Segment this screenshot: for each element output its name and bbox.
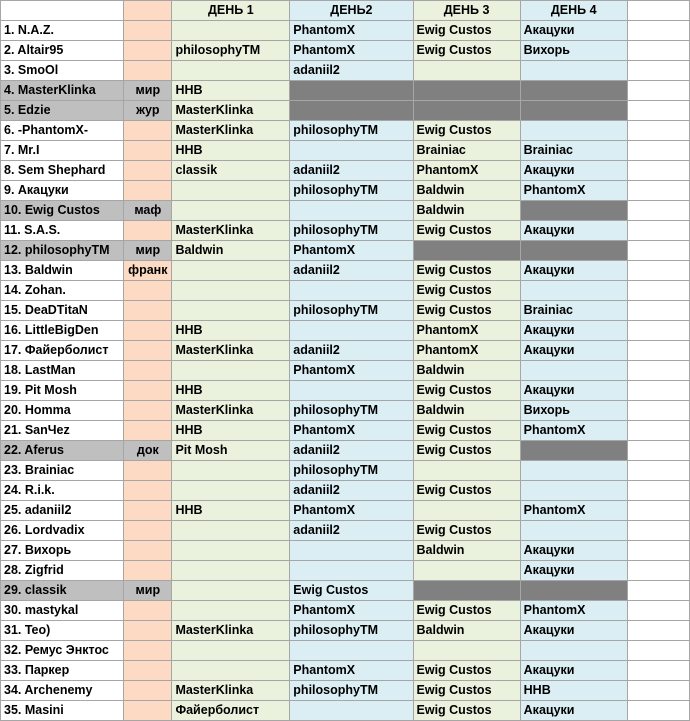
cell-player-name[interactable]: 4. MasterKlinka bbox=[1, 81, 124, 101]
cell-player-name[interactable]: 10. Ewig Custos bbox=[1, 201, 124, 221]
cell-day2-vote[interactable]: adaniil2 bbox=[290, 481, 413, 501]
header-name[interactable] bbox=[1, 1, 124, 21]
header-day2[interactable]: ДЕНЬ2 bbox=[290, 1, 413, 21]
cell-day2-vote[interactable] bbox=[290, 141, 413, 161]
cell-day2-vote[interactable] bbox=[290, 561, 413, 581]
cell-day4-vote[interactable]: Акацуки bbox=[520, 161, 627, 181]
cell-extra[interactable] bbox=[627, 81, 689, 101]
cell-role[interactable] bbox=[124, 541, 172, 561]
cell-role[interactable] bbox=[124, 221, 172, 241]
cell-player-name[interactable]: 31. Teo) bbox=[1, 621, 124, 641]
cell-role[interactable]: франк bbox=[124, 261, 172, 281]
table-row bbox=[1, 381, 690, 401]
cell-day1-vote[interactable]: MasterKlinka bbox=[172, 101, 290, 121]
cell-role[interactable] bbox=[124, 161, 172, 181]
table-row bbox=[1, 141, 690, 161]
header-row bbox=[1, 1, 690, 21]
cell-day4-vote[interactable] bbox=[520, 281, 627, 301]
cell-day1-vote[interactable]: classik bbox=[172, 161, 290, 181]
table-row bbox=[1, 661, 690, 681]
cell-day3-vote[interactable]: Baldwin bbox=[413, 401, 520, 421]
cell-day1-vote[interactable]: MasterKlinka bbox=[172, 221, 290, 241]
cell-day4-vote[interactable] bbox=[520, 441, 627, 461]
cell-extra[interactable] bbox=[627, 221, 689, 241]
cell-day3-vote[interactable] bbox=[413, 461, 520, 481]
table-row bbox=[1, 301, 690, 321]
table-row bbox=[1, 601, 690, 621]
cell-player-name[interactable]: 3. SmoOl bbox=[1, 61, 124, 81]
cell-day1-vote[interactable]: MasterKlinka bbox=[172, 621, 290, 641]
cell-day1-vote[interactable]: MasterKlinka bbox=[172, 341, 290, 361]
cell-extra[interactable] bbox=[627, 521, 689, 541]
table-row bbox=[1, 281, 690, 301]
cell-role[interactable]: док bbox=[124, 441, 172, 461]
cell-day2-vote[interactable] bbox=[290, 641, 413, 661]
cell-player-name[interactable]: 18. LastMan bbox=[1, 361, 124, 381]
cell-day1-vote[interactable]: HHB bbox=[172, 81, 290, 101]
cell-extra[interactable] bbox=[627, 101, 689, 121]
cell-day1-vote[interactable]: Файерболист bbox=[172, 701, 290, 721]
cell-extra[interactable] bbox=[627, 601, 689, 621]
cell-role[interactable]: мир bbox=[124, 81, 172, 101]
cell-extra[interactable] bbox=[627, 301, 689, 321]
cell-day1-vote[interactable] bbox=[172, 561, 290, 581]
cell-day3-vote[interactable]: Ewig Custos bbox=[413, 441, 520, 461]
cell-player-name[interactable]: 33. Паркер bbox=[1, 661, 124, 681]
table-row bbox=[1, 21, 690, 41]
cell-day2-vote[interactable]: philosophyTM bbox=[290, 461, 413, 481]
header-role[interactable] bbox=[124, 1, 172, 21]
cell-extra[interactable] bbox=[627, 581, 689, 601]
cell-day2-vote[interactable]: adaniil2 bbox=[290, 61, 413, 81]
cell-player-name[interactable]: 20. Homma bbox=[1, 401, 124, 421]
cell-day4-vote[interactable]: PhantomX bbox=[520, 601, 627, 621]
cell-day1-vote[interactable]: HHB bbox=[172, 141, 290, 161]
cell-player-name[interactable]: 22. Aferus bbox=[1, 441, 124, 461]
cell-role[interactable] bbox=[124, 181, 172, 201]
cell-day4-vote[interactable] bbox=[520, 641, 627, 661]
table-row bbox=[1, 201, 690, 221]
cell-day2-vote[interactable]: adaniil2 bbox=[290, 441, 413, 461]
cell-player-name[interactable]: 25. adaniil2 bbox=[1, 501, 124, 521]
cell-day4-vote[interactable] bbox=[520, 521, 627, 541]
cell-day4-vote[interactable] bbox=[520, 461, 627, 481]
cell-day2-vote[interactable]: philosophyTM bbox=[290, 681, 413, 701]
cell-day2-vote[interactable]: PhantomX bbox=[290, 361, 413, 381]
table-row bbox=[1, 81, 690, 101]
cell-day1-vote[interactable]: MasterKlinka bbox=[172, 681, 290, 701]
cell-day2-vote[interactable]: PhantomX bbox=[290, 421, 413, 441]
cell-day1-vote[interactable] bbox=[172, 601, 290, 621]
cell-extra[interactable] bbox=[627, 641, 689, 661]
cell-day2-vote[interactable]: PhantomX bbox=[290, 41, 413, 61]
cell-player-name[interactable]: 28. Zigfrid bbox=[1, 561, 124, 581]
cell-day4-vote[interactable]: Акацуки bbox=[520, 21, 627, 41]
cell-day2-vote[interactable]: philosophyTM bbox=[290, 181, 413, 201]
cell-extra[interactable] bbox=[627, 621, 689, 641]
cell-day3-vote[interactable]: Ewig Custos bbox=[413, 221, 520, 241]
cell-extra[interactable] bbox=[627, 541, 689, 561]
cell-player-name[interactable]: 15. DeaDTitaN bbox=[1, 301, 124, 321]
cell-day2-vote[interactable]: philosophyTM bbox=[290, 621, 413, 641]
cell-day1-vote[interactable] bbox=[172, 181, 290, 201]
cell-extra[interactable] bbox=[627, 181, 689, 201]
cell-day3-vote[interactable] bbox=[413, 581, 520, 601]
cell-player-name[interactable]: 7. Mr.I bbox=[1, 141, 124, 161]
cell-day1-vote[interactable] bbox=[172, 661, 290, 681]
cell-extra[interactable] bbox=[627, 421, 689, 441]
cell-role[interactable] bbox=[124, 341, 172, 361]
cell-day4-vote[interactable] bbox=[520, 241, 627, 261]
table-row bbox=[1, 361, 690, 381]
cell-extra[interactable] bbox=[627, 321, 689, 341]
cell-player-name[interactable]: 17. Файерболист bbox=[1, 341, 124, 361]
cell-role[interactable] bbox=[124, 521, 172, 541]
cell-day4-vote[interactable]: Вихорь bbox=[520, 41, 627, 61]
cell-player-name[interactable]: 2. Altair95 bbox=[1, 41, 124, 61]
cell-day1-vote[interactable] bbox=[172, 281, 290, 301]
cell-extra[interactable] bbox=[627, 341, 689, 361]
cell-day4-vote[interactable] bbox=[520, 201, 627, 221]
cell-day4-vote[interactable]: PhantomX bbox=[520, 421, 627, 441]
cell-day2-vote[interactable]: PhantomX bbox=[290, 661, 413, 681]
cell-player-name[interactable]: 27. Вихорь bbox=[1, 541, 124, 561]
cell-player-name[interactable]: 9. Акацуки bbox=[1, 181, 124, 201]
cell-day3-vote[interactable] bbox=[413, 81, 520, 101]
cell-day4-vote[interactable]: Brainiac bbox=[520, 301, 627, 321]
cell-day2-vote[interactable] bbox=[290, 281, 413, 301]
table-row bbox=[1, 401, 690, 421]
cell-day4-vote[interactable]: PhantomX bbox=[520, 181, 627, 201]
cell-day3-vote[interactable]: Ewig Custos bbox=[413, 661, 520, 681]
cell-day4-vote[interactable]: HHB bbox=[520, 681, 627, 701]
cell-day3-vote[interactable]: Baldwin bbox=[413, 541, 520, 561]
cell-day3-vote[interactable]: Baldwin bbox=[413, 361, 520, 381]
cell-extra[interactable] bbox=[627, 441, 689, 461]
cell-player-name[interactable]: 14. Zohan. bbox=[1, 281, 124, 301]
cell-day2-vote[interactable]: PhantomX bbox=[290, 601, 413, 621]
cell-day3-vote[interactable]: PhantomX bbox=[413, 341, 520, 361]
table-row bbox=[1, 121, 690, 141]
cell-day4-vote[interactable]: Brainiac bbox=[520, 141, 627, 161]
cell-role[interactable] bbox=[124, 21, 172, 41]
cell-day1-vote[interactable] bbox=[172, 261, 290, 281]
cell-extra[interactable] bbox=[627, 501, 689, 521]
cell-player-name[interactable]: 6. -PhantomX- bbox=[1, 121, 124, 141]
cell-day3-vote[interactable]: Ewig Custos bbox=[413, 381, 520, 401]
cell-day3-vote[interactable]: Ewig Custos bbox=[413, 261, 520, 281]
cell-day2-vote[interactable]: philosophyTM bbox=[290, 121, 413, 141]
cell-day4-vote[interactable]: Акацуки bbox=[520, 261, 627, 281]
cell-day1-vote[interactable]: MasterKlinka bbox=[172, 401, 290, 421]
table-row bbox=[1, 61, 690, 81]
cell-day4-vote[interactable]: Акацуки bbox=[520, 341, 627, 361]
cell-role[interactable] bbox=[124, 561, 172, 581]
table-row bbox=[1, 41, 690, 61]
cell-role[interactable] bbox=[124, 61, 172, 81]
cell-role[interactable]: мир bbox=[124, 581, 172, 601]
cell-day1-vote[interactable] bbox=[172, 21, 290, 41]
table-row bbox=[1, 521, 690, 541]
cell-role[interactable] bbox=[124, 681, 172, 701]
cell-day4-vote[interactable]: Акацуки bbox=[520, 561, 627, 581]
cell-day3-vote[interactable]: Brainiac bbox=[413, 141, 520, 161]
cell-day1-vote[interactable] bbox=[172, 301, 290, 321]
cell-extra[interactable] bbox=[627, 21, 689, 41]
cell-day2-vote[interactable]: PhantomX bbox=[290, 501, 413, 521]
cell-day3-vote[interactable]: Ewig Custos bbox=[413, 21, 520, 41]
table-row bbox=[1, 621, 690, 641]
cell-player-name[interactable]: 12. philosophyTM bbox=[1, 241, 124, 261]
cell-day3-vote[interactable]: Baldwin bbox=[413, 201, 520, 221]
cell-day3-vote[interactable]: Ewig Custos bbox=[413, 41, 520, 61]
cell-day4-vote[interactable]: Вихорь bbox=[520, 401, 627, 421]
cell-extra[interactable] bbox=[627, 561, 689, 581]
cell-role[interactable] bbox=[124, 501, 172, 521]
cell-role[interactable]: маф bbox=[124, 201, 172, 221]
table-row bbox=[1, 641, 690, 661]
cell-extra[interactable] bbox=[627, 241, 689, 261]
cell-role[interactable] bbox=[124, 281, 172, 301]
cell-day1-vote[interactable] bbox=[172, 641, 290, 661]
table-row bbox=[1, 181, 690, 201]
cell-day3-vote[interactable]: Baldwin bbox=[413, 181, 520, 201]
header-day3[interactable]: ДЕНЬ 3 bbox=[413, 1, 520, 21]
cell-extra[interactable] bbox=[627, 141, 689, 161]
cell-day3-vote[interactable]: Ewig Custos bbox=[413, 281, 520, 301]
cell-extra[interactable] bbox=[627, 681, 689, 701]
table-row bbox=[1, 481, 690, 501]
cell-role[interactable] bbox=[124, 461, 172, 481]
cell-day1-vote[interactable] bbox=[172, 201, 290, 221]
cell-day2-vote[interactable]: Ewig Custos bbox=[290, 581, 413, 601]
table-row bbox=[1, 341, 690, 361]
cell-role[interactable] bbox=[124, 121, 172, 141]
cell-day3-vote[interactable]: Ewig Custos bbox=[413, 601, 520, 621]
cell-day3-vote[interactable] bbox=[413, 101, 520, 121]
cell-player-name[interactable]: 26. Lordvadix bbox=[1, 521, 124, 541]
table-row bbox=[1, 681, 690, 701]
cell-day1-vote[interactable]: HHB bbox=[172, 501, 290, 521]
table-row bbox=[1, 421, 690, 441]
cell-day2-vote[interactable]: adaniil2 bbox=[290, 261, 413, 281]
cell-role[interactable] bbox=[124, 361, 172, 381]
cell-role[interactable] bbox=[124, 601, 172, 621]
cell-day1-vote[interactable]: philosophyTM bbox=[172, 41, 290, 61]
cell-extra[interactable] bbox=[627, 41, 689, 61]
cell-player-name[interactable]: 34. Archenemy bbox=[1, 681, 124, 701]
cell-day1-vote[interactable]: HHB bbox=[172, 381, 290, 401]
table-row bbox=[1, 441, 690, 461]
cell-extra[interactable] bbox=[627, 481, 689, 501]
cell-player-name[interactable]: 5. Edzie bbox=[1, 101, 124, 121]
cell-role[interactable] bbox=[124, 381, 172, 401]
cell-day1-vote[interactable] bbox=[172, 581, 290, 601]
cell-day3-vote[interactable]: Ewig Custos bbox=[413, 481, 520, 501]
cell-day1-vote[interactable] bbox=[172, 461, 290, 481]
cell-day4-vote[interactable] bbox=[520, 61, 627, 81]
cell-role[interactable] bbox=[124, 301, 172, 321]
cell-day3-vote[interactable]: Baldwin bbox=[413, 621, 520, 641]
cell-day4-vote[interactable] bbox=[520, 121, 627, 141]
cell-player-name[interactable]: 8. Sem Shephard bbox=[1, 161, 124, 181]
cell-day4-vote[interactable]: Акацуки bbox=[520, 381, 627, 401]
cell-player-name[interactable]: 23. Brainiac bbox=[1, 461, 124, 481]
cell-day1-vote[interactable]: HHB bbox=[172, 421, 290, 441]
cell-player-name[interactable]: 19. Pit Mosh bbox=[1, 381, 124, 401]
cell-day1-vote[interactable]: Pit Mosh bbox=[172, 441, 290, 461]
cell-day1-vote[interactable] bbox=[172, 521, 290, 541]
table-row bbox=[1, 501, 690, 521]
cell-player-name[interactable]: 30. mastykal bbox=[1, 601, 124, 621]
cell-day3-vote[interactable]: Ewig Custos bbox=[413, 421, 520, 441]
cell-day3-vote[interactable] bbox=[413, 641, 520, 661]
cell-day1-vote[interactable] bbox=[172, 361, 290, 381]
table-row bbox=[1, 461, 690, 481]
cell-extra[interactable] bbox=[627, 401, 689, 421]
cell-day2-vote[interactable] bbox=[290, 81, 413, 101]
cell-day3-vote[interactable] bbox=[413, 241, 520, 261]
table-row bbox=[1, 161, 690, 181]
cell-day2-vote[interactable]: adaniil2 bbox=[290, 521, 413, 541]
cell-extra[interactable] bbox=[627, 381, 689, 401]
cell-day2-vote[interactable]: adaniil2 bbox=[290, 341, 413, 361]
cell-day2-vote[interactable] bbox=[290, 381, 413, 401]
cell-extra[interactable] bbox=[627, 161, 689, 181]
cell-role[interactable] bbox=[124, 401, 172, 421]
cell-role[interactable] bbox=[124, 661, 172, 681]
cell-role[interactable] bbox=[124, 321, 172, 341]
cell-role[interactable]: мир bbox=[124, 241, 172, 261]
cell-extra[interactable] bbox=[627, 201, 689, 221]
table-row bbox=[1, 321, 690, 341]
cell-role[interactable] bbox=[124, 141, 172, 161]
table-row bbox=[1, 241, 690, 261]
cell-role[interactable]: жур bbox=[124, 101, 172, 121]
cell-player-name[interactable]: 29. classik bbox=[1, 581, 124, 601]
cell-extra[interactable] bbox=[627, 361, 689, 381]
cell-day2-vote[interactable] bbox=[290, 541, 413, 561]
table-row bbox=[1, 541, 690, 561]
cell-day3-vote[interactable]: Ewig Custos bbox=[413, 121, 520, 141]
cell-player-name[interactable]: 1. N.A.Z. bbox=[1, 21, 124, 41]
table-row bbox=[1, 101, 690, 121]
cell-player-name[interactable]: 32. Ремус Энктос bbox=[1, 641, 124, 661]
cell-day3-vote[interactable]: PhantomX bbox=[413, 161, 520, 181]
cell-day3-vote[interactable] bbox=[413, 61, 520, 81]
cell-day1-vote[interactable] bbox=[172, 481, 290, 501]
cell-day1-vote[interactable]: Baldwin bbox=[172, 241, 290, 261]
cell-day4-vote[interactable]: Акацуки bbox=[520, 701, 627, 721]
cell-role[interactable] bbox=[124, 641, 172, 661]
cell-role[interactable] bbox=[124, 481, 172, 501]
cell-day4-vote[interactable] bbox=[520, 581, 627, 601]
cell-day2-vote[interactable]: adaniil2 bbox=[290, 161, 413, 181]
cell-day2-vote[interactable]: philosophyTM bbox=[290, 301, 413, 321]
cell-day3-vote[interactable]: Ewig Custos bbox=[413, 301, 520, 321]
cell-role[interactable] bbox=[124, 41, 172, 61]
cell-extra[interactable] bbox=[627, 61, 689, 81]
table-row bbox=[1, 261, 690, 281]
cell-day3-vote[interactable]: Ewig Custos bbox=[413, 681, 520, 701]
cell-day4-vote[interactable]: Акацуки bbox=[520, 621, 627, 641]
cell-day4-vote[interactable]: PhantomX bbox=[520, 501, 627, 521]
cell-day2-vote[interactable]: PhantomX bbox=[290, 241, 413, 261]
cell-role[interactable] bbox=[124, 621, 172, 641]
cell-day4-vote[interactable] bbox=[520, 81, 627, 101]
cell-role[interactable] bbox=[124, 421, 172, 441]
cell-day4-vote[interactable] bbox=[520, 361, 627, 381]
cell-player-name[interactable]: 16. LittleBigDen bbox=[1, 321, 124, 341]
cell-extra[interactable] bbox=[627, 461, 689, 481]
cell-day2-vote[interactable] bbox=[290, 201, 413, 221]
cell-day1-vote[interactable]: MasterKlinka bbox=[172, 121, 290, 141]
cell-day1-vote[interactable]: HHB bbox=[172, 321, 290, 341]
cell-extra[interactable] bbox=[627, 121, 689, 141]
header-day4[interactable]: ДЕНЬ 4 bbox=[520, 1, 627, 21]
cell-day3-vote[interactable]: Ewig Custos bbox=[413, 701, 520, 721]
cell-player-name[interactable]: 35. Masini bbox=[1, 701, 124, 721]
cell-day1-vote[interactable] bbox=[172, 541, 290, 561]
cell-day3-vote[interactable] bbox=[413, 501, 520, 521]
cell-day2-vote[interactable]: philosophyTM bbox=[290, 401, 413, 421]
cell-day3-vote[interactable]: Ewig Custos bbox=[413, 521, 520, 541]
cell-day4-vote[interactable]: Акацуки bbox=[520, 661, 627, 681]
cell-day2-vote[interactable] bbox=[290, 321, 413, 341]
cell-day3-vote[interactable]: PhantomX bbox=[413, 321, 520, 341]
cell-day4-vote[interactable]: Акацуки bbox=[520, 541, 627, 561]
cell-day2-vote[interactable]: PhantomX bbox=[290, 21, 413, 41]
cell-player-name[interactable]: 13. Baldwin bbox=[1, 261, 124, 281]
cell-day3-vote[interactable] bbox=[413, 561, 520, 581]
cell-day2-vote[interactable]: philosophyTM bbox=[290, 221, 413, 241]
cell-day4-vote[interactable] bbox=[520, 481, 627, 501]
cell-player-name[interactable]: 24. R.i.k. bbox=[1, 481, 124, 501]
cell-extra[interactable] bbox=[627, 281, 689, 301]
cell-extra[interactable] bbox=[627, 261, 689, 281]
table-body bbox=[1, 21, 690, 721]
cell-player-name[interactable]: 11. S.A.S. bbox=[1, 221, 124, 241]
cell-day1-vote[interactable] bbox=[172, 61, 290, 81]
cell-day2-vote[interactable] bbox=[290, 101, 413, 121]
cell-day4-vote[interactable] bbox=[520, 101, 627, 121]
cell-day4-vote[interactable]: Акацуки bbox=[520, 321, 627, 341]
header-day1[interactable]: ДЕНЬ 1 bbox=[172, 1, 290, 21]
header-extra[interactable] bbox=[627, 1, 689, 21]
cell-day4-vote[interactable]: Акацуки bbox=[520, 221, 627, 241]
table-row bbox=[1, 581, 690, 601]
cell-player-name[interactable]: 21. SanЧez bbox=[1, 421, 124, 441]
cell-extra[interactable] bbox=[627, 661, 689, 681]
table-row bbox=[1, 561, 690, 581]
table-row bbox=[1, 221, 690, 241]
